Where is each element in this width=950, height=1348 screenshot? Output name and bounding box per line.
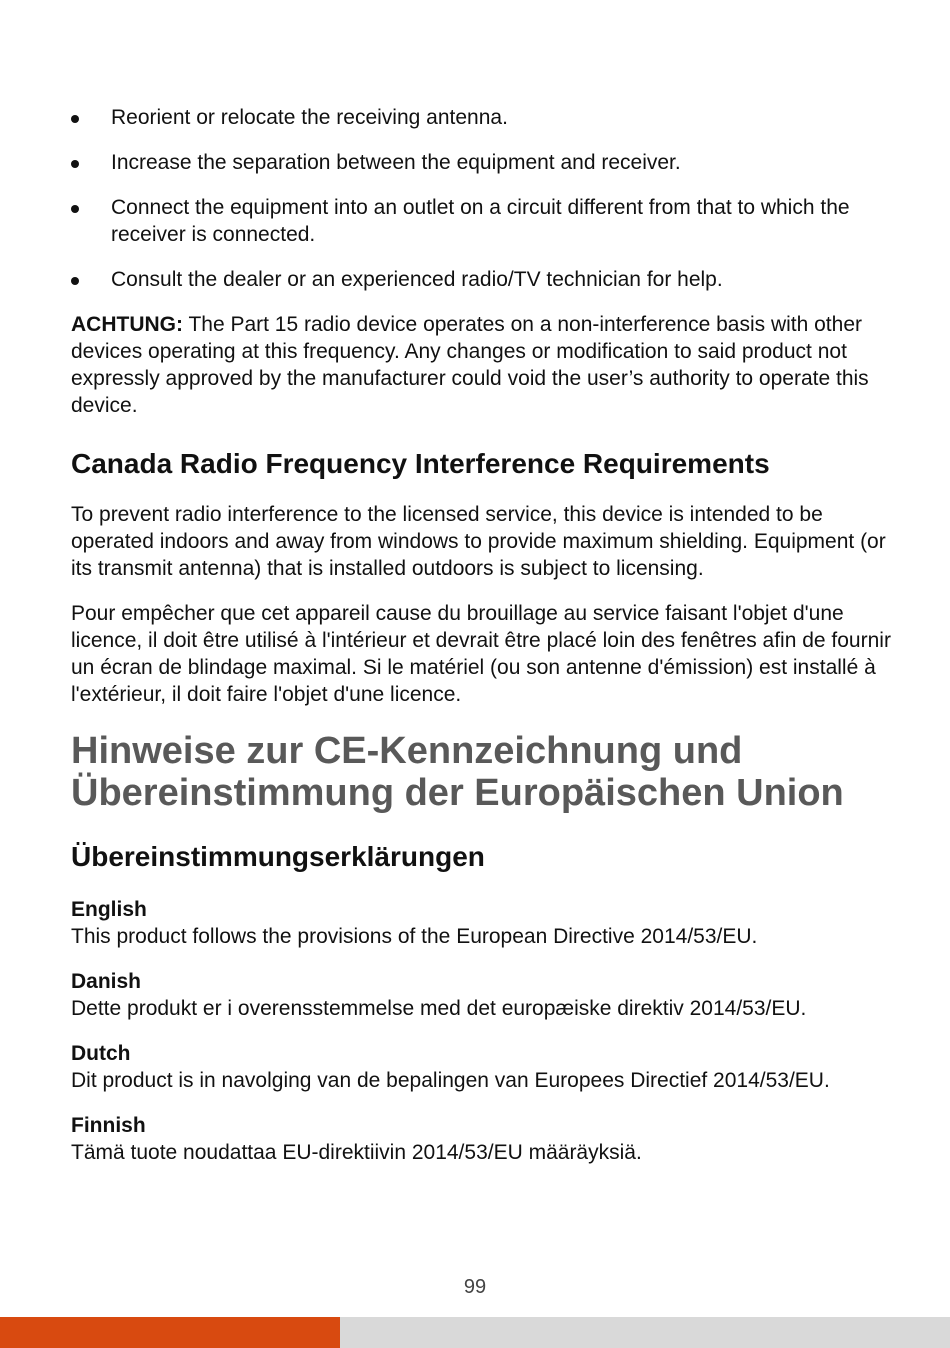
recommendation-list [71, 104, 891, 293]
footer-accent-bar [0, 1317, 340, 1348]
footer-bar [0, 1317, 950, 1348]
declarations-heading: Übereinstimmungserklärungen [71, 841, 485, 872]
language-name: Danish [71, 970, 142, 993]
list-item-text: Reorient or relocate the receiving antenna. [111, 106, 508, 129]
achtung-label: ACHTUNG: [71, 313, 183, 336]
bullet-icon [71, 277, 79, 285]
ce-heading: Hinweise zur CE-Kennzeichnung und Übereinstimmung der Europäischen Union [71, 730, 844, 814]
list-item [71, 194, 891, 248]
language-text: This product follows the provisions of the European Directive 2014/53/EU. [71, 925, 758, 948]
canada-paragraph-en: To prevent radio interference to the licensed service, this device is intended to be operated indoors and away from windows to provide maximum shielding. Equipment (or its transmit antenna) that is installed outdoors is subject to licensing. [71, 503, 886, 580]
language-text: Dit product is in navolging van de bepalingen van Europees Directief 2014/53/EU. [71, 1069, 830, 1092]
achtung-text: The Part 15 radio device operates on a non-interference basis with other devices operating at this frequency. Any changes or modification to said product not expressly approved by the manufacturer could void the user’s authority to operate this device. [71, 313, 869, 417]
language-block-danish [71, 968, 891, 1022]
language-block-english [71, 896, 891, 950]
list-item-text: Consult the dealer or an experienced radio/TV technician for help. [111, 268, 723, 291]
list-item [71, 149, 891, 176]
bullet-icon [71, 115, 79, 123]
language-text: Dette produkt er i overensstemmelse med det europæiske direktiv 2014/53/EU. [71, 997, 807, 1020]
language-name: Dutch [71, 1042, 131, 1065]
canada-paragraph-fr: Pour empêcher que cet appareil cause du brouillage au service faisant l'objet d'une licence, il doit être utilisé à l'intérieur et devrait être placé loin des fenêtres afin de fournir un écran de blindage maximal. Si le matériel (ou son antenne d'émission) est installé à l'extérieur, il doit faire l'objet d'une licence. [71, 602, 891, 706]
achtung-paragraph [71, 311, 891, 419]
list-item-text: Connect the equipment into an outlet on a circuit different from that to which the receiver is connected. [111, 196, 850, 246]
page-content [71, 104, 891, 1184]
language-name: Finnish [71, 1114, 146, 1137]
language-block-finnish [71, 1112, 891, 1166]
language-name: English [71, 898, 147, 921]
page-number: 99 [463, 1276, 487, 1298]
list-item [71, 104, 891, 131]
canada-heading: Canada Radio Frequency Interference Requirements [71, 448, 770, 479]
language-text: Tämä tuote noudattaa EU-direktiivin 2014/53/EU määräyksiä. [71, 1141, 642, 1164]
bullet-icon [71, 205, 79, 213]
list-item-text: Increase the separation between the equipment and receiver. [111, 151, 681, 174]
bullet-icon [71, 160, 79, 168]
language-block-dutch [71, 1040, 891, 1094]
list-item [71, 266, 891, 293]
